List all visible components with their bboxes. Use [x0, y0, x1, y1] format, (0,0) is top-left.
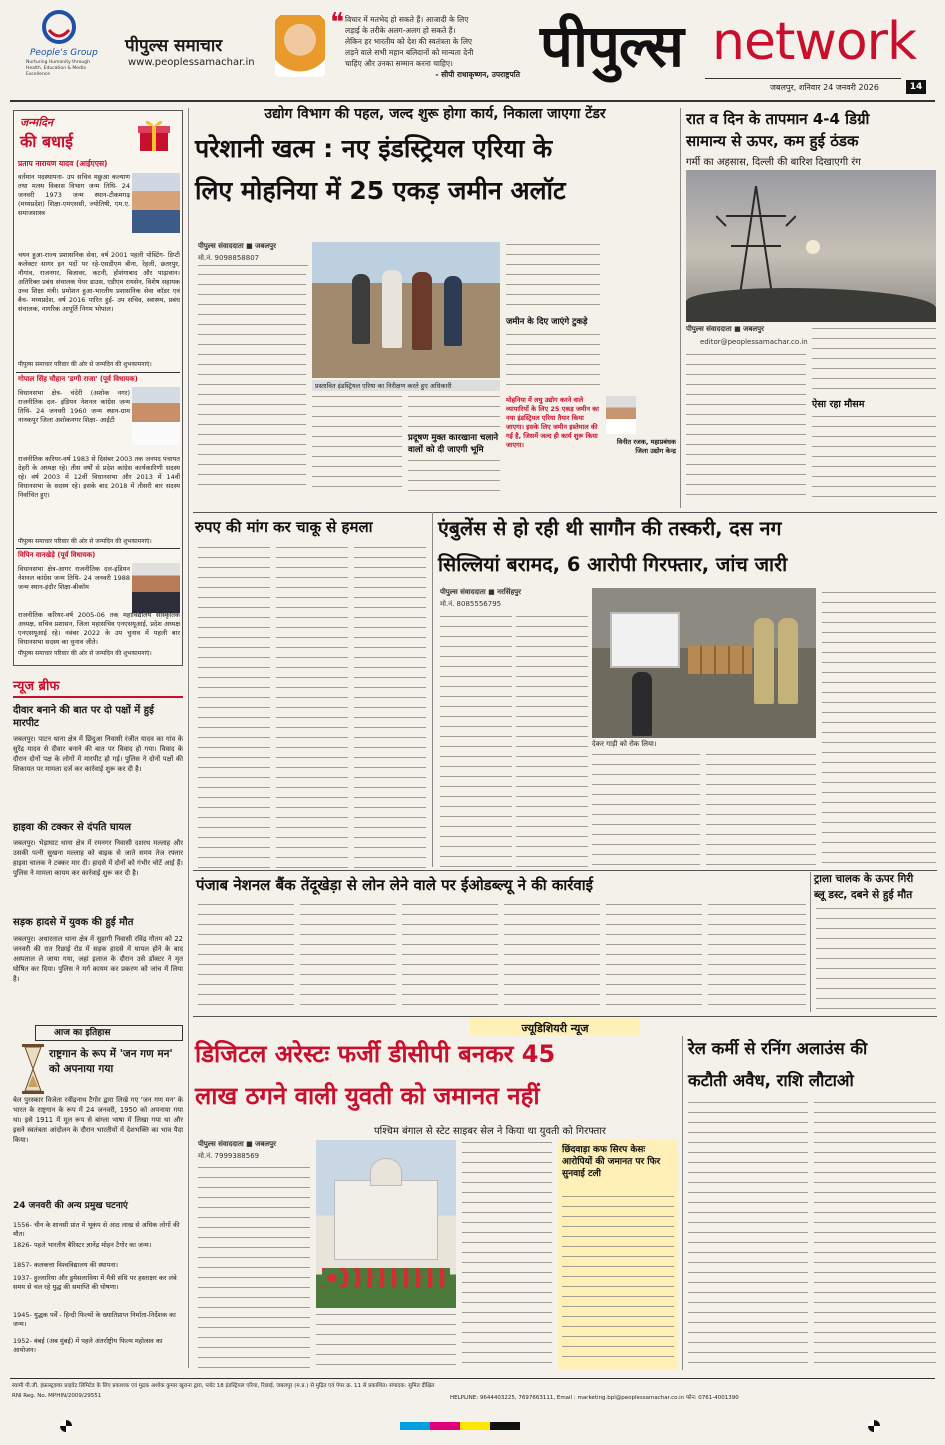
knife-body-col3: [354, 545, 426, 870]
footer-helpline: HELPLINE: 9644403225, 7697663111, Email : marketing.bpl@peoplessamachar.co.in फोन: 0761-4001390: [450, 1395, 739, 1401]
masthead: [0, 0, 945, 100]
quote-line: लड़ने वाले सभी महान बलिदानों को मान्यता देनी: [345, 48, 474, 57]
history-body: बेल पुरस्कार विजेता रवींद्रनाथ टैगोर द्वारा लिखे गए 'जन गण मन' के भारत के राष्ट्रगान के रूप में 24 जनवरी, 1950 को अपनाया गया था। इसे 1911 में मूल रूप से बांग्ला भाषा में लिखा गया था और इसने स्वतंत्रता आंदोलन के दौरान भारतीयों में देशभक्ति का भाव पैदा किया।: [13, 1096, 183, 1144]
brief-body: जबलपुर। भेड़ाघाट थाना क्षेत्र में रमनगर निवासी दशरथ मल्लाह और उसकी पत्नी सुखना मल्लाह को बाइक से जाते समय तेज रफ्तार हाइवा चालक ने टक्कर मार दी। हादसे में दोनों को गंभीर चोटें आई हैं। पुलिस ने मामला कायम कर कार्रवाई शुरू कर दी है।: [13, 839, 183, 877]
lead-body-col2: [312, 394, 402, 494]
birthday-person3-photo: [132, 563, 180, 613]
lead-headline-line2: लिए मोहनिया में 25 एकड़ जमीन अलॉट: [195, 176, 566, 205]
quote-line: विचार में मतभेद हो सकते हैं। आजादी के लिए: [345, 15, 469, 24]
ambulance-body-col2: [516, 614, 588, 868]
weather-photo: [686, 170, 936, 322]
birthday-person3-career: राजनीतिक करियर-वर्ष 2005-06 तक महाविद्यालय सांस्कृतिक अध्यक्ष, सचिव प्रशासन, जिला महासचिव एनएसयूआई, प्रदेश अध्यक्ष एनएसयूआई रहे। नवंबर 2022 के उप चुनाव में पहली बार विधानसभा सदस्य का चुनाव जीते।: [18, 611, 180, 646]
birthday-person2-name: गोपाल सिंह चौहान 'डग्गी राजा' (पूर्व विधायक): [18, 375, 138, 383]
weather-body-col2a: [812, 326, 936, 398]
photo-person: [412, 272, 432, 350]
birthday-person1-photo: [132, 173, 180, 233]
lead-subhead-2: प्रदूषण मुक्त कारखाना चलाने वालों को दी जाएगी भूमि: [408, 433, 499, 455]
weather-headline-line1: रात व दिन के तापमान 4-4 डिग्री: [686, 110, 870, 128]
birthday-person2-career: राजनीतिक करियर-वर्ष 1983 से दिसंबर 2003 तक जनपद पंचायत देहरी के अध्यक्ष रहे। तीस वर्षों से प्रदेश कांग्रेस कार्यकारिणी सदस्य रहे। वर्ष 2003 में 12वीं विधानसभा और 2013 में 14वीं विधानसभा के सदस्य रहे। इसके बाद 2018 में तीसरी बार सदस्य निर्वाचित हुए।: [18, 455, 180, 499]
history-event-item: 1826- पहले भारतीय बैरिस्टर ज्ञानेंद्र मोहन टैगोर का जन्म।: [13, 1241, 152, 1249]
lead-quote-signature: विनीत रजक, महाप्रबंधक जिला उद्योग केन्द्र: [616, 438, 676, 455]
birthday-divider: [16, 372, 180, 373]
birthday-person1-details: वर्तमान पदस्थापना- उप सचिव मछुआ कल्याण तथा मत्स्य विकास विभाग जन्म तिथि- 24 जनवरी 1973 जन्म स्थान-टीकमगढ़ (मध्यप्रदेश) शिक्षा-एमएससी, ज्योतिषी, एम.ए. समाजशास्त्र: [18, 173, 130, 217]
birthday-person1-career: चयन हुआ-राज्य प्रशासनिक सेवा, वर्ष 2001 पहली पोस्टिंग- डिप्टी कलेक्टर सागर इन पदों पर रहे-एसडीएम बीना, रेहली, छतरपुर, नौगांव, राजनगर, बिजावर, कटनी, होशंगाबाद और पाढ़ावान। अतिरिक्त प्रबंध संचालक पेयर डाउस, एडीएम रायसेन, विशेष सहायक उच्च शिक्षा मंत्री। प्रमोशन हुआ-भारतीय प्रशासनिक सेवा कॉडर एवं बैच- मध्यप्रदेश, वर्ष 2016 पारित हुई- उप सचिव, स्वास्थ्य, प्रबंध संचालक, नागरिक आपूर्ति निगम भोपाल।: [18, 251, 180, 313]
pnb-body-col3: [402, 902, 498, 1012]
railway-body-col1: [688, 1100, 808, 1370]
knife-body-col1: [198, 545, 270, 870]
digital-photo: [316, 1140, 456, 1308]
ambulance-mobile: मो.नं. 8085556795: [440, 600, 502, 608]
digital-body-col1: [198, 1165, 310, 1370]
byline-rule: [198, 265, 308, 266]
quote-mark-icon: ❝: [330, 8, 344, 38]
website: www.peoplessamachar.in: [128, 57, 255, 68]
lead-byline: पीपुल्स संवाददाता ■ जबलपुर: [198, 242, 276, 250]
ambulance-body-col4: [706, 752, 816, 868]
railway-headline-line1: रेल कर्मी से रनिंग अलाउंस की: [688, 1039, 868, 1058]
ambulance-body-col1: [440, 614, 512, 868]
pnb-body-col4: [504, 902, 600, 1012]
ambulance-headline-line2: सिल्लियां बरामद, 6 आरोपी गिरफ्तार, जांच जारी: [438, 553, 788, 576]
brand-english: network: [712, 12, 917, 72]
birthday-person3-wish: पीपुल्स समाचार परिवार की ओर से जन्मदिन की शुभकामनाएं।: [18, 650, 152, 657]
digital-headline-line1: डिजिटल अरेस्टः फर्जी डीसीपी बनकर 45: [195, 1040, 556, 1068]
teak-logs: [688, 646, 752, 674]
ambulance-body-col5: [822, 590, 936, 868]
author-portrait: [275, 15, 325, 77]
paper-name: पीपुल्स समाचार: [125, 36, 223, 56]
birthday-person3-details: विधानसभा क्षेत्र-आगर राजनीतिक दल-इंडियन नेशनल कांग्रेस जन्म तिथि- 24 जनवरी 1988 जन्म स्थान-इंदौर शिक्षा-बीकॉम: [18, 565, 130, 591]
birthday-person2-photo: [132, 387, 180, 445]
flowers: [322, 1268, 450, 1288]
brief-body: जबलपुर। पाटन थाना क्षेत्र में छिंदुआ निवासी रंजीत यादव का गांव के सुरेंद्र यादव से दीवार बनाने की बात पर विवाद हो गया। विवाद के दौरान दोनों पक्ष के लोगों में मारपीट हो गई। पुलिस ने दोनों पक्षों की शिकायत पर मामला दर्ज कर कार्रवाई शुरू कर दी है।: [13, 735, 183, 773]
judiciary-news-label: [470, 1017, 640, 1035]
photo-person: [632, 672, 652, 736]
birthday-title-top: जन्मदिन: [20, 116, 54, 129]
birthday-title-bottom: की बधाई: [20, 132, 73, 151]
official-photo: [606, 396, 636, 434]
tractor-body: [816, 906, 936, 1012]
news-brief: [13, 676, 183, 1016]
sun-icon: [806, 240, 820, 254]
lead-kicker: उद्योग विभाग की पहल, जल्द शुरू होगा कार्य, निकाला जाएगा टेंडर: [264, 106, 606, 122]
footer-regno: RNI Reg. No. MPHIN/2009/29551: [12, 1393, 102, 1399]
history-headline: राष्ट्रगान के रूप में 'जन गण मन' को अपनाया गया: [49, 1048, 173, 1075]
weather-byline: पीपुल्स संवाददाता ■ जबलपुर: [686, 325, 764, 333]
tractor-headline-line2: ब्लू डस्ट, दबने से हुई मौत: [814, 889, 913, 901]
digital-headline-line2: लाख ठगने वाली युवती को जमानत नहीं: [195, 1082, 540, 1110]
knife-headline: रुपए की मांग कर चाकू से हमला: [195, 518, 373, 536]
color-bar: [400, 1422, 520, 1430]
hourglass-icon: [21, 1043, 45, 1095]
ambulance-body-col3: [592, 752, 700, 868]
group-tagline: Nurturing Humanity through Health, Education & Media Excellence: [26, 60, 90, 77]
digital-mobile: मो.नं. 7999388569: [198, 1152, 260, 1160]
lead-body-col4: [506, 242, 600, 312]
birthday-person2-wish: पीपुल्स समाचार परिवार की ओर से जन्मदिन की शुभकामनाएं।: [18, 538, 152, 545]
lead-photo: [312, 242, 500, 378]
digital-byline: पीपुल्स संवाददाता ■ जबलपुर: [198, 1140, 276, 1148]
group-name: People's Group: [30, 48, 98, 58]
weather-headline-line2: सामान्य से ऊपर, कम हुई ठंडक: [686, 132, 859, 150]
section-rule: [193, 512, 937, 513]
footer-imprint: स्वामी पी.जी. इंफ्रास्ट्रक्चर प्राइवेट लिमिटेड के लिए प्रकाशक एवं मुद्रक अशोक कुमार खुराना द्वारा, प्लॉट 18 इंडस्ट्रियल एरिया, रिछाई, जबलपुर (म.प्र.) से मुद्रित एवं पेपर क्र. 11 से प्रकाशित। संपादक: सुमित दीक्षित: [12, 1383, 435, 1389]
quote-line: लेकिन हर भारतीय को देश की स्वतंत्रता के लिए: [345, 37, 473, 46]
photo-person: [444, 276, 462, 346]
quote-line: चाहिए और उनका सम्मान करना चाहिए।: [345, 59, 453, 68]
history-event-item: 1556- चीन के शानसी प्रांत में भूकंप से आठ लाख से अधिक लोगों की मौत।: [13, 1221, 180, 1238]
section-rule: [193, 870, 937, 871]
pnb-body-col5: [606, 902, 702, 1012]
page-number: 14: [906, 80, 926, 94]
court-building: [334, 1180, 438, 1260]
column-divider: [432, 512, 433, 867]
lead-body-col4b: [506, 332, 600, 390]
digital-photo-caption-text: [316, 1312, 456, 1370]
photo-person: [352, 274, 370, 344]
quote-author: - सीपी राधाकृष्णन, उपराष्ट्रपति: [435, 70, 520, 79]
lead-headline-line1: परेशानी खत्म : नए इंडस्ट्रियल एरिया के: [195, 134, 553, 163]
cough-syrup-headline: छिंदवाड़ा कफ सिरप केसः आरोपियों की जमानत पर फिर सुनवाई टली: [562, 1145, 661, 1179]
quote-box: [345, 14, 520, 80]
column-divider: [188, 108, 189, 1368]
birthday-person2-details: विधानसभा क्षेत्र- चंदेरी (अशोक नगर) राजनीतिक दल- इंडियन नेशनल कांग्रेस जन्म तिथि- 24 जनवरी 1960 जन्म स्थान-ग्राम नानकपुर जिला अशोकनगर शिक्षा- आईटी: [18, 389, 130, 424]
weather-subheading: गर्मी का अहसास, दिल्ली की बारिश दिखाएगी रंग: [686, 157, 861, 168]
pnb-body-col6: [708, 902, 806, 1012]
brief-headline: सड़क हादसे में युवक की हुई मौत: [13, 917, 134, 928]
ambulance-headline-line1: एंबुलेंस से हो रही थी सागौन की तस्करी, दस नग: [438, 517, 782, 540]
lead-body-col1: [198, 272, 306, 494]
pnb-body-col1: [198, 902, 294, 1012]
birthday-divider: [16, 548, 180, 549]
gift-icon: [134, 115, 174, 155]
knife-body-col2: [276, 545, 348, 870]
tree-silhouette: [686, 288, 936, 322]
group-logo-icon: [40, 8, 78, 46]
lead-photo-caption: प्रस्तावित इंडस्ट्रियल एरिया का निरीक्षण करते हुए अधिकारी: [312, 380, 500, 391]
birthday-person1-name: प्रताप नारायण यादव (आईएएस): [18, 159, 108, 168]
birthday-title-box: [20, 115, 130, 157]
column-divider: [682, 1036, 683, 1370]
tractor-headline-line1: ट्राला चालक के ऊपर गिरी: [814, 873, 914, 885]
cough-syrup-box: [558, 1140, 678, 1370]
lead-body-col3b: [408, 458, 500, 494]
dateline: जबलपुर, शनिवार 24 जनवरी 2026: [770, 83, 879, 92]
brief-body: जबलपुर। अधारताल थाना क्षेत्र में सुहागी निवासी रविंद्र गौतम को 22 जनवरी की रात रिछाई रोड में सड़क हादसे में घायल होने के बाद अस्पताल ले जाया गया, जहां इलाज के दौरान उसे डॉक्टर ने मृत घोषित कर दिया। पुलिस ने मर्ग कायम कर प्रकरण को जांच में लिया है।: [13, 935, 183, 983]
quote-line: लड़ाई के तरीके अलग-अलग हो सकते हैं।: [345, 26, 456, 35]
brief-headline: हाइवा की टक्कर से दंपति घायल: [13, 822, 132, 833]
lead-mobile: मो.नं. 9098858807: [198, 254, 260, 262]
history-event-item: 1857- कलकत्ता विश्वविद्यालय की स्थापना।: [13, 1261, 119, 1269]
history-event-item: 1952- बंबई (अब मुंबई) में पहले अंतर्राष्ट्रीय फिल्म महोत्सव का आयोजन।: [13, 1337, 163, 1354]
ambulance-vehicle: [610, 612, 680, 668]
railway-body-col2: [814, 1100, 936, 1370]
column-divider: [810, 872, 811, 1012]
masthead-rule: [705, 78, 901, 79]
photo-person: [778, 618, 798, 704]
brief-headline: दीवार बनाने की बात पर दो पक्षों में हुई मारपीट: [13, 705, 154, 729]
digital-subheading: पश्चिम बंगाल से स्टेट साइबर सेल ने किया था युवती को गिरफ्तार: [373, 1126, 607, 1137]
registration-mark-icon: [60, 1420, 72, 1432]
pnb-body-col2: [300, 902, 396, 1012]
weather-body-col1: [686, 352, 806, 502]
footer-rule: [10, 1378, 935, 1379]
ambulance-photo: [592, 588, 816, 738]
news-brief-label: न्यूज ब्रीफ: [13, 676, 183, 698]
brand-hindi: पीपुल्स: [540, 12, 683, 80]
digital-body-col3: [462, 1140, 552, 1370]
railway-headline-line2: कटौती अवैध, राशि लौटाओ: [688, 1071, 854, 1090]
birthday-person3-name: विपिन वानखेड़े (पूर्व विधायक): [18, 551, 96, 559]
registration-mark-icon: [868, 1420, 880, 1432]
ambulance-photo-caption: देकर गाड़ी को रोक लिया।: [592, 740, 657, 748]
weather-subhead: ऐसा रहा मौसम: [812, 399, 865, 410]
pnb-headline: पंजाब नेशनल बैंक तेंदूखेड़ा से लोन लेने वाले पर ईओडब्ल्यू ने की कार्रवाई: [196, 876, 593, 894]
weather-email: editor@peoplessamachar.co.in: [700, 338, 808, 346]
history-events-heading: 24 जनवरी की अन्य प्रमुख घटनाएं: [13, 1201, 128, 1211]
lead-subhead-1: जमीन के दिए जाएंगे टुकड़े: [506, 317, 588, 327]
judiciary-news-text: ज्यूडिशियरी न्यूज: [521, 1022, 589, 1035]
cough-syrup-body: [562, 1194, 674, 1366]
history-event-item: 1937- हुल्लारिया और डुमेसलाविया में मैत्री संधि पर हस्ताक्षर कर लंबे समय से चल रहे युद्ध की समाप्ति की घोषणा।: [13, 1274, 177, 1291]
history-label: आज का इतिहास: [35, 1025, 183, 1041]
weather-body-col2b: [812, 414, 936, 502]
lead-body-col3: [408, 394, 500, 432]
birthday-person1-wish: पीपुल्स समाचार परिवार की ओर से जन्मदिन की शुभकामनाएं।: [18, 361, 152, 368]
history-event-item: 1945- युद्धक पर्वें - हिन्दी फिल्मों के ख्यातिप्राप्त निर्माता-निर्देशक का जन्म।: [13, 1311, 176, 1328]
photo-person: [382, 270, 402, 348]
photo-person: [754, 618, 774, 704]
birthday-box: [13, 110, 183, 666]
masthead-bottom-rule: [10, 100, 935, 102]
lead-editor-note: मोहनिया में लघु उद्योग करने वाले व्यापारियों के लिए 25 एकड़ जमीन का नया इंडस्ट्रियल एरिया तैयार किया जाएगा। इसके लिए जमीन इस्तेमाल की गई है, जिसमें जल्द ही कार्य शुरू किया जाएगा।: [506, 396, 599, 449]
history-box: [13, 1025, 183, 1370]
court-dome: [370, 1158, 402, 1186]
ambulance-byline: पीपुल्स संवाददाता ■ नरसिंहपुर: [440, 588, 521, 596]
column-divider: [680, 108, 681, 508]
